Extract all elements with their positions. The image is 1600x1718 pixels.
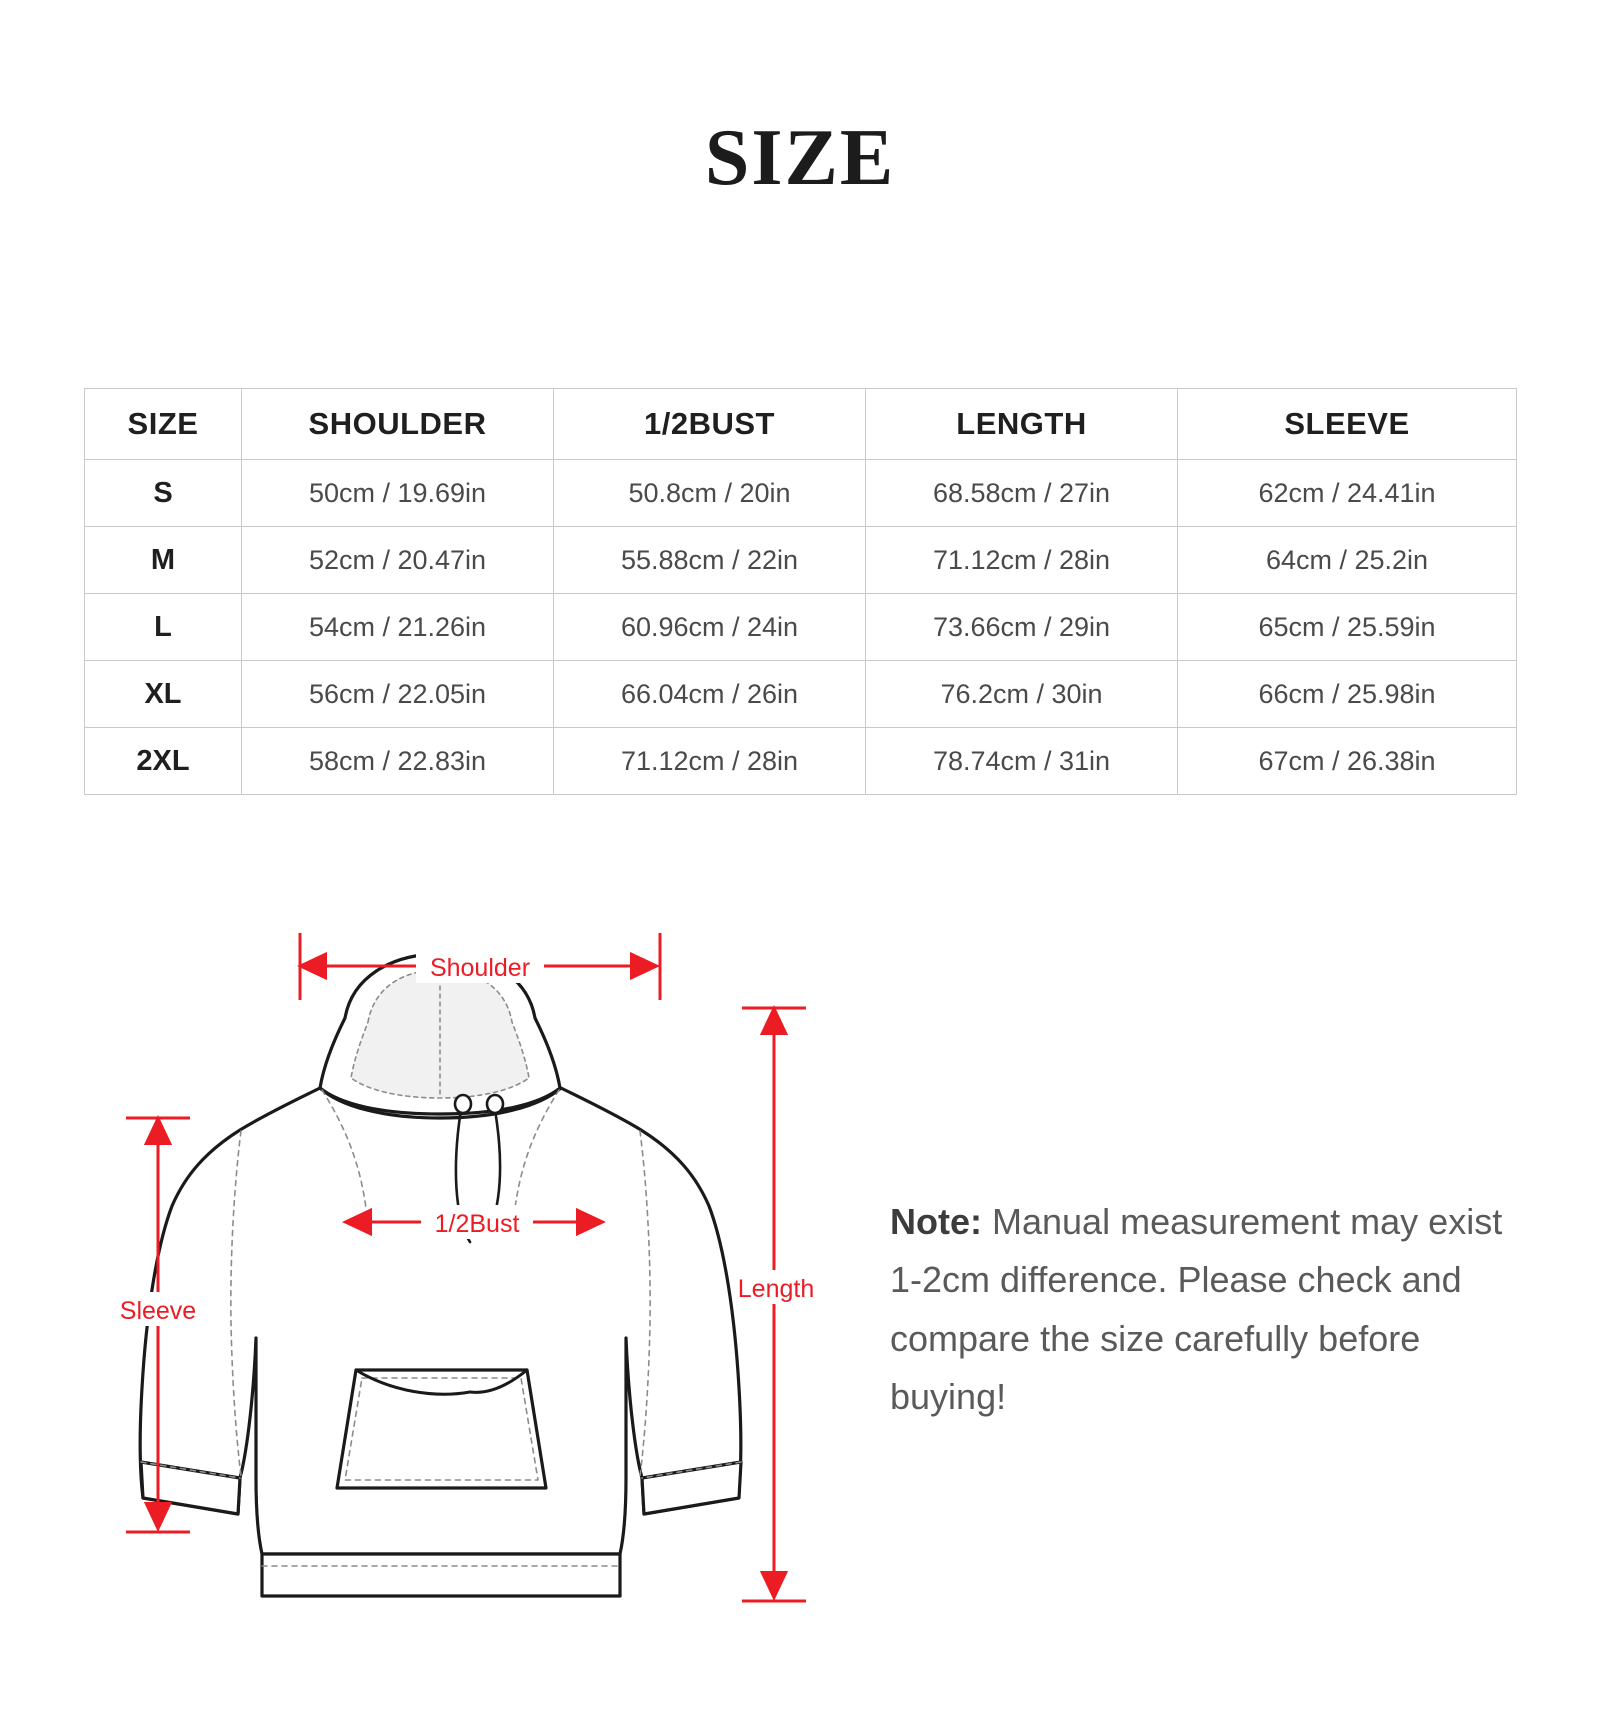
page-title: SIZE: [704, 114, 896, 202]
note-text: Manual measurement may exist 1-2cm difference. Please check and compare the size carefully before buying!: [890, 1201, 1503, 1417]
column-header-bust: 1/2BUST: [554, 389, 866, 460]
cell-length: 78.74cm / 31in: [866, 728, 1178, 795]
cell-bust: 55.88cm / 22in: [554, 527, 866, 594]
cell-length: 68.58cm / 27in: [866, 460, 1178, 527]
table-row: [85, 661, 1517, 728]
cell-shoulder: 52cm / 20.47in: [242, 527, 554, 594]
cell-length: 76.2cm / 30in: [866, 661, 1178, 728]
label-half-bust: 1/2Bust: [434, 1210, 520, 1238]
column-header-size: SIZE: [85, 389, 242, 460]
column-header-length: LENGTH: [866, 389, 1178, 460]
cell-sleeve: 62cm / 24.41in: [1178, 460, 1517, 527]
label-sleeve: Sleeve: [119, 1297, 197, 1325]
cell-bust: 71.12cm / 28in: [554, 728, 866, 795]
cell-size: L: [85, 594, 242, 661]
cell-sleeve: 64cm / 25.2in: [1178, 527, 1517, 594]
cell-size: 2XL: [85, 728, 242, 795]
cell-shoulder: 54cm / 21.26in: [242, 594, 554, 661]
cell-shoulder: 56cm / 22.05in: [242, 661, 554, 728]
cell-bust: 50.8cm / 20in: [554, 460, 866, 527]
cell-size: XL: [85, 661, 242, 728]
column-header-sleeve: SLEEVE: [1178, 389, 1517, 460]
cell-size: M: [85, 527, 242, 594]
size-table: [84, 388, 1517, 795]
table-row: [85, 728, 1517, 795]
cell-shoulder: 50cm / 19.69in: [242, 460, 554, 527]
size-table-body: [85, 460, 1517, 795]
size-table-head: [85, 389, 1517, 460]
table-row: [85, 594, 1517, 661]
table-header-row: [85, 389, 1517, 460]
cell-sleeve: 65cm / 25.59in: [1178, 594, 1517, 661]
cell-sleeve: 67cm / 26.38in: [1178, 728, 1517, 795]
cell-length: 73.66cm / 29in: [866, 594, 1178, 661]
cell-length: 71.12cm / 28in: [866, 527, 1178, 594]
hoodie-illustration: [140, 954, 741, 1596]
cell-bust: 66.04cm / 26in: [554, 661, 866, 728]
measure-length: [733, 1008, 819, 1601]
garment-measurement-diagram: [0, 918, 880, 1618]
label-length: Length: [737, 1275, 815, 1303]
cell-shoulder: 58cm / 22.83in: [242, 728, 554, 795]
table-row: [85, 460, 1517, 527]
cell-bust: 60.96cm / 24in: [554, 594, 866, 661]
table-row: [85, 527, 1517, 594]
note-label: Note:: [890, 1201, 982, 1242]
cell-sleeve: 66cm / 25.98in: [1178, 661, 1517, 728]
label-shoulder: Shoulder: [429, 954, 531, 982]
size-table-container: [84, 388, 1516, 795]
column-header-shoulder: SHOULDER: [242, 389, 554, 460]
cell-size: S: [85, 460, 242, 527]
measurement-note: [890, 1193, 1530, 1426]
